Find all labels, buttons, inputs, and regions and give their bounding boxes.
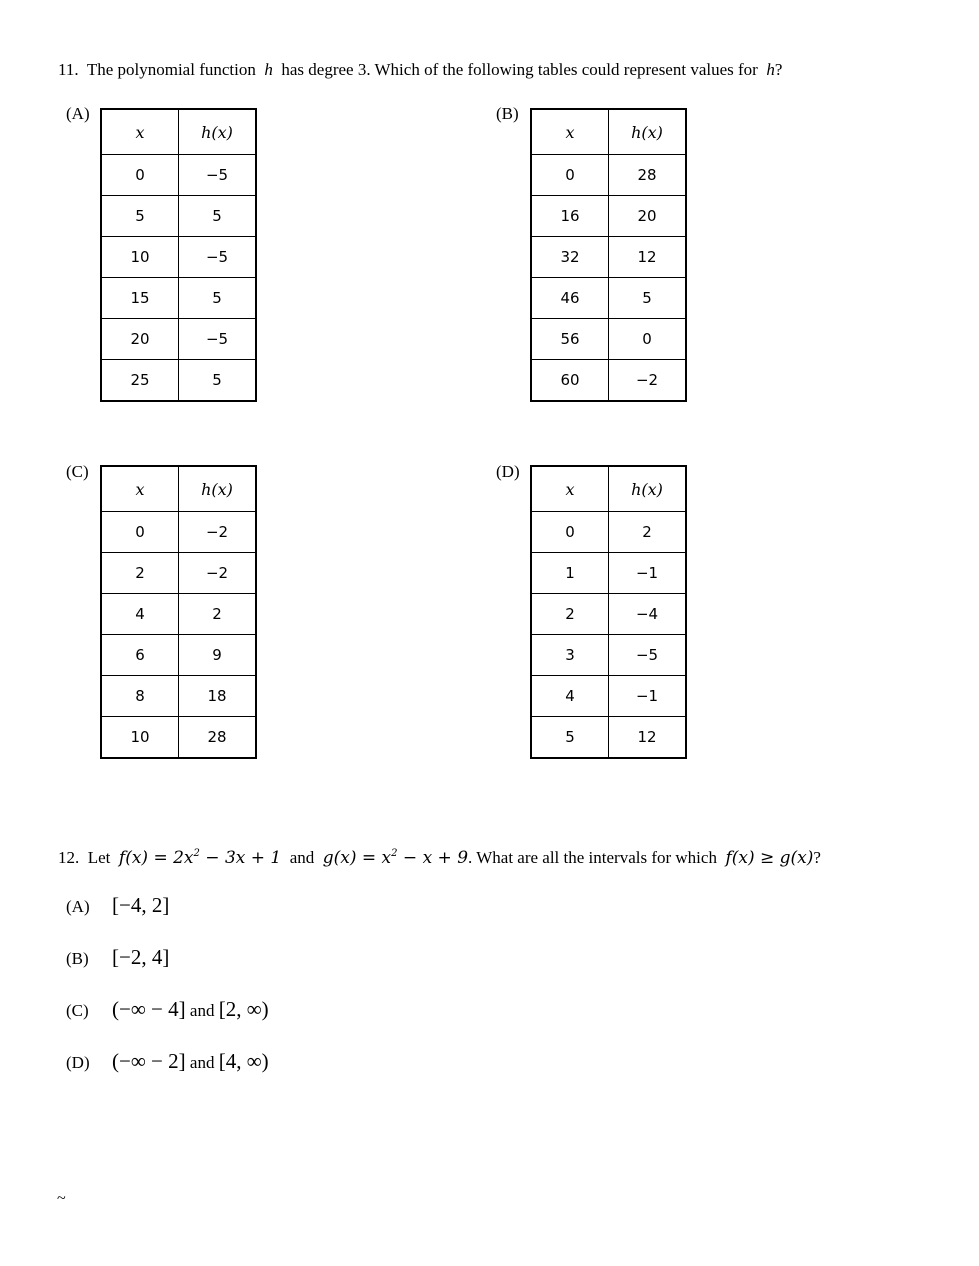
table-row: 5 5: [101, 196, 256, 237]
table-row: 20 −5: [101, 319, 256, 360]
option-b-table: [530, 108, 687, 402]
table-row: 8 18: [101, 676, 256, 717]
question-number: 11.: [58, 60, 79, 79]
g-definition: $g(x) = x^2 - x + 9$: [322, 848, 469, 868]
table-row: 15 5: [101, 278, 256, 319]
table-row: 16 20: [531, 196, 686, 237]
header-hx: h(x): [609, 109, 687, 155]
stem-text: has degree 3. Which of the following tables could represent values for: [281, 60, 758, 79]
interval: (−∞ − 4]: [112, 997, 186, 1021]
table-row: 2 −2: [101, 553, 256, 594]
table-row: 60 −2: [531, 360, 686, 402]
table-row: 6 9: [101, 635, 256, 676]
table-row: 0 28: [531, 155, 686, 196]
table-row: 4 −1: [531, 676, 686, 717]
answer-choice-c[interactable]: (C) (−∞ − 4] and [2, ∞): [66, 997, 269, 1021]
table-row: 5 12: [531, 717, 686, 759]
interval: [−2, 4]: [112, 945, 170, 969]
stem-text: The polynomial function: [86, 60, 256, 79]
option-c-table: [100, 465, 257, 759]
header-x: x: [101, 109, 179, 155]
function-variable: h: [264, 60, 273, 79]
interval: [−4, 2]: [112, 893, 170, 917]
interval: [2, ∞): [218, 997, 269, 1021]
header-x: x: [531, 466, 609, 512]
option-d-label: (D): [496, 462, 520, 481]
option-a-table: [100, 108, 257, 402]
inequality: f(x) ≥ g(x): [725, 848, 814, 868]
option-c-label: (C): [66, 462, 89, 481]
header-x: x: [101, 466, 179, 512]
answer-choice-b[interactable]: (B) [−2, 4]: [66, 945, 170, 969]
interval: [4, ∞): [218, 1049, 269, 1073]
option-b-label: (B): [496, 104, 519, 123]
answer-choice-d[interactable]: (D) (−∞ − 2] and [4, ∞): [66, 1049, 269, 1073]
table-row: 0 −5: [101, 155, 256, 196]
table-row: 10 28: [101, 717, 256, 759]
table-row: 25 5: [101, 360, 256, 402]
question-number: 12.: [58, 848, 80, 867]
header-hx: h(x): [179, 466, 257, 512]
table-row: 46 5: [531, 278, 686, 319]
table-row: 56 0: [531, 319, 686, 360]
table-row: 0 −2: [101, 512, 256, 553]
header-x: x: [531, 109, 609, 155]
table-row: 10 −5: [101, 237, 256, 278]
question-12-stem: 12. Let $f(x) = 2x^2 - 3x + 1$ and $g(x) = x^2 - x + 9$. What are all the intervals for which f(x) ≥ g(x)?: [58, 848, 821, 868]
interval: (−∞ − 2]: [112, 1049, 186, 1073]
header-hx: h(x): [609, 466, 687, 512]
option-d-table: [530, 465, 687, 759]
footer-mark: ~: [57, 1190, 66, 1207]
question-11-stem: 11. The polynomial function h has degree 3. Which of the following tables could represent values for h?: [58, 60, 783, 79]
table-row: 4 2: [101, 594, 256, 635]
table-row: 3 −5: [531, 635, 686, 676]
f-definition: $f(x) = 2x^2 - 3x + 1$: [118, 848, 282, 868]
option-a-label: (A): [66, 104, 90, 123]
answer-choice-a[interactable]: (A) [−4, 2]: [66, 893, 170, 917]
function-variable: h: [766, 60, 775, 79]
table-row: 32 12: [531, 237, 686, 278]
table-row: 2 −4: [531, 594, 686, 635]
table-row: 0 2: [531, 512, 686, 553]
table-row: 1 −1: [531, 553, 686, 594]
header-hx: h(x): [179, 109, 257, 155]
